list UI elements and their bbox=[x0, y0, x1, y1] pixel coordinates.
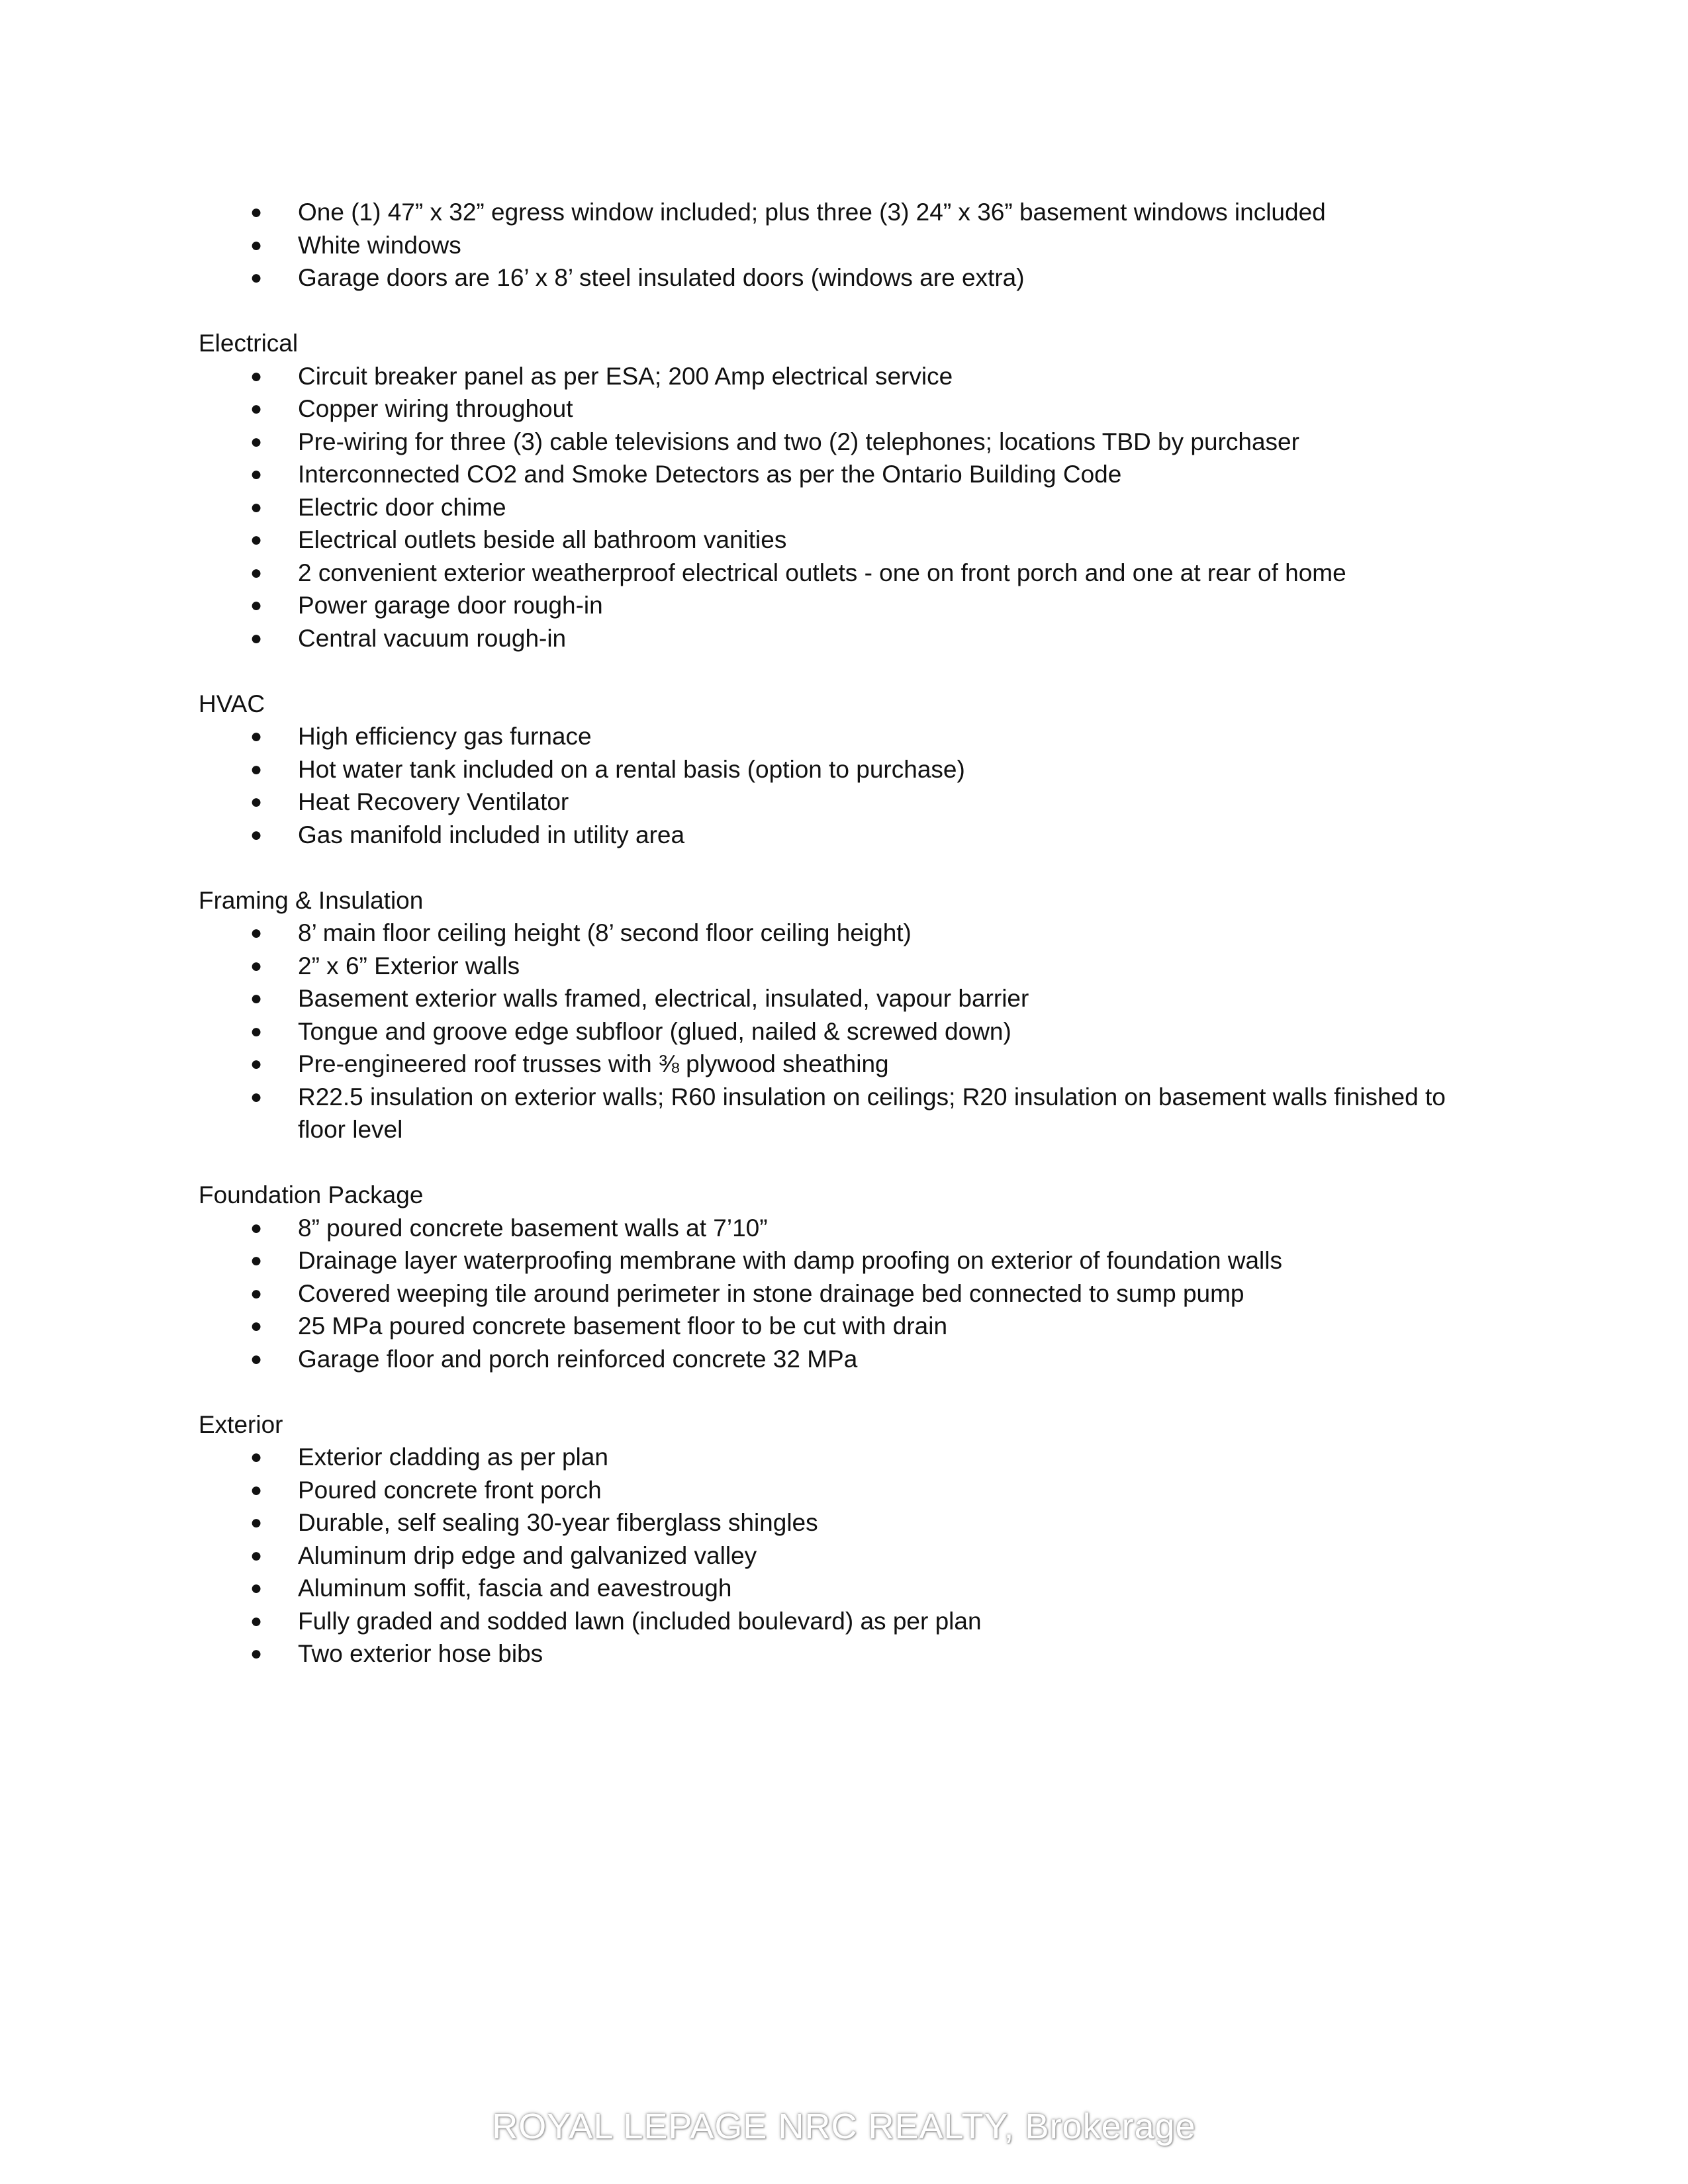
bullet-icon: ● bbox=[250, 1577, 263, 1599]
list-item-text: Poured concrete front porch bbox=[298, 1476, 602, 1504]
list-item bbox=[199, 819, 1496, 852]
list-item bbox=[199, 426, 1496, 459]
list-item-text: High efficiency gas furnace bbox=[298, 723, 592, 750]
bullet-icon: ● bbox=[250, 430, 263, 453]
list-item-text: White windows bbox=[298, 231, 461, 259]
bullet-icon: ● bbox=[250, 1053, 263, 1075]
bullet-icon: ● bbox=[250, 463, 263, 485]
list-item-text: 25 MPa poured concrete basement floor to be cut with drain bbox=[298, 1312, 948, 1340]
bullet-icon: ● bbox=[250, 1643, 263, 1664]
list-item bbox=[199, 557, 1496, 590]
list-item bbox=[199, 261, 1496, 295]
bullet-icon: ● bbox=[250, 627, 263, 649]
list-item bbox=[199, 1277, 1496, 1310]
bullet-icon: ● bbox=[250, 954, 263, 977]
bullet-icon: ● bbox=[250, 201, 263, 223]
list-item bbox=[199, 229, 1496, 262]
list-item-text: Tongue and groove edge subfloor (glued, nailed & screwed down) bbox=[298, 1017, 1011, 1045]
bullet-icon: ● bbox=[250, 267, 263, 289]
bullet-icon: ● bbox=[250, 758, 263, 780]
bullet-list bbox=[199, 1212, 1496, 1376]
bullet-icon: ● bbox=[250, 1250, 263, 1271]
list-item bbox=[199, 1637, 1496, 1670]
section-heading: Framing & Insulation bbox=[199, 886, 424, 914]
bullet-icon: ● bbox=[250, 1347, 263, 1370]
specifications-list bbox=[199, 196, 1496, 1703]
list-item bbox=[199, 1212, 1496, 1245]
bullet-icon: ● bbox=[250, 496, 263, 518]
list-item bbox=[199, 720, 1496, 753]
list-item bbox=[199, 360, 1496, 393]
list-item bbox=[199, 523, 1496, 557]
list-item bbox=[199, 589, 1496, 622]
list-item bbox=[199, 917, 1496, 950]
list-item-text: Electric door chime bbox=[298, 493, 506, 521]
section-heading: Exterior bbox=[199, 1410, 283, 1438]
list-item-text: R22.5 insulation on exterior walls; R60 insulation on ceilings; R20 insulation on basement walls finished to floor level bbox=[298, 1083, 1446, 1143]
bullet-icon: ● bbox=[250, 1085, 263, 1108]
list-item-text: 8’ main floor ceiling height (8’ second floor ceiling height) bbox=[298, 919, 912, 946]
list-item-text: 2 convenient exterior weatherproof electrical outlets - one on front porch and one at rear of home bbox=[298, 559, 1346, 586]
list-item bbox=[199, 950, 1496, 983]
list-item-text: Central vacuum rough-in bbox=[298, 624, 567, 652]
list-item-text: Aluminum drip edge and galvanized valley bbox=[298, 1541, 757, 1569]
bullet-icon: ● bbox=[250, 1446, 263, 1468]
list-item-text: Fully graded and sodded lawn (included boulevard) as per plan bbox=[298, 1607, 982, 1635]
list-item-text: 8” poured concrete basement walls at 7’10” bbox=[298, 1214, 768, 1242]
list-item bbox=[199, 1048, 1496, 1081]
list-item bbox=[199, 786, 1496, 819]
bullet-icon: ● bbox=[250, 365, 263, 387]
bullet-list bbox=[199, 917, 1496, 1146]
bullet-icon: ● bbox=[250, 1216, 263, 1239]
list-item-text: Power garage door rough-in bbox=[298, 592, 603, 619]
list-item-text: Hot water tank included on a rental basis (option to purchase) bbox=[298, 755, 965, 783]
list-item bbox=[199, 753, 1496, 786]
list-item-text: Durable, self sealing 30-year fiberglass shingles bbox=[298, 1509, 818, 1536]
list-item-text: Basement exterior walls framed, electrical, insulated, vapour barrier bbox=[298, 985, 1029, 1012]
list-item bbox=[199, 392, 1496, 426]
list-item-text: Drainage layer waterproofing membrane with damp proofing on exterior of foundation walls bbox=[298, 1247, 1282, 1274]
spec-section bbox=[199, 196, 1496, 295]
list-item bbox=[199, 1506, 1496, 1539]
bullet-icon: ● bbox=[250, 725, 263, 747]
list-item-text: Exterior cladding as per plan bbox=[298, 1443, 608, 1471]
spec-section bbox=[199, 884, 1496, 1146]
list-item-text: One (1) 47” x 32” egress window included; plus three (3) 24” x 36” basement windows included bbox=[298, 199, 1326, 226]
bullet-icon: ● bbox=[250, 791, 263, 813]
bullet-list bbox=[199, 196, 1496, 295]
list-item bbox=[199, 622, 1496, 655]
list-item bbox=[199, 1539, 1496, 1572]
bullet-icon: ● bbox=[250, 529, 263, 551]
list-item bbox=[199, 1015, 1496, 1048]
bullet-icon: ● bbox=[250, 1610, 263, 1632]
list-item bbox=[199, 1605, 1496, 1638]
spec-section bbox=[199, 1179, 1496, 1375]
section-heading: Foundation Package bbox=[199, 1181, 424, 1208]
list-item-text: Two exterior hose bibs bbox=[298, 1640, 543, 1667]
list-item-text: Copper wiring throughout bbox=[298, 395, 573, 422]
list-item bbox=[199, 458, 1496, 491]
brokerage-watermark: ROYAL LEPAGE NRC REALTY, Brokerage bbox=[492, 2107, 1196, 2146]
bullet-icon: ● bbox=[250, 1282, 263, 1304]
bullet-icon: ● bbox=[250, 1544, 263, 1567]
bullet-icon: ● bbox=[250, 561, 263, 584]
list-item bbox=[199, 1441, 1496, 1474]
list-item bbox=[199, 1081, 1496, 1146]
list-item bbox=[199, 1572, 1496, 1605]
bullet-icon: ● bbox=[250, 1020, 263, 1042]
bullet-icon: ● bbox=[250, 1479, 263, 1501]
section-heading: Electrical bbox=[199, 330, 299, 357]
bullet-icon: ● bbox=[250, 922, 263, 944]
list-item-text: Gas manifold included in utility area bbox=[298, 821, 685, 848]
bullet-list bbox=[199, 360, 1496, 655]
bullet-icon: ● bbox=[250, 398, 263, 420]
list-item bbox=[199, 196, 1496, 229]
list-item-text: Circuit breaker panel as per ESA; 200 Amp electrical service bbox=[298, 362, 953, 390]
list-item-text: Garage floor and porch reinforced concrete 32 MPa bbox=[298, 1345, 858, 1373]
list-item-text: 2” x 6” Exterior walls bbox=[298, 952, 520, 979]
list-item bbox=[199, 491, 1496, 524]
list-item-text: Interconnected CO2 and Smoke Detectors as per the Ontario Building Code bbox=[298, 461, 1122, 488]
list-item bbox=[199, 1474, 1496, 1507]
list-item-text: Covered weeping tile around perimeter in stone drainage bed connected to sump pump bbox=[298, 1279, 1244, 1307]
list-item-text: Pre-engineered roof trusses with ⅜ plywood sheathing bbox=[298, 1050, 889, 1077]
list-item bbox=[199, 1244, 1496, 1277]
bullet-icon: ● bbox=[250, 594, 263, 616]
bullet-icon: ● bbox=[250, 987, 263, 1009]
list-item-text: Heat Recovery Ventilator bbox=[298, 788, 569, 815]
spec-section bbox=[199, 327, 1496, 655]
bullet-list bbox=[199, 720, 1496, 851]
list-item-text: Aluminum soffit, fascia and eavestrough bbox=[298, 1574, 732, 1602]
list-item bbox=[199, 1310, 1496, 1343]
list-item-text: Pre-wiring for three (3) cable televisions and two (2) telephones; locations TBD by purchaser bbox=[298, 428, 1299, 455]
bullet-list bbox=[199, 1441, 1496, 1670]
bullet-icon: ● bbox=[250, 1512, 263, 1533]
list-item bbox=[199, 982, 1496, 1015]
list-item bbox=[199, 1343, 1496, 1376]
list-item-text: Garage doors are 16’ x 8’ steel insulated doors (windows are extra) bbox=[298, 264, 1025, 291]
section-heading: HVAC bbox=[199, 690, 265, 717]
spec-section bbox=[199, 688, 1496, 852]
bullet-icon: ● bbox=[250, 1315, 263, 1337]
bullet-icon: ● bbox=[250, 823, 263, 846]
list-item-text: Electrical outlets beside all bathroom vanities bbox=[298, 526, 787, 553]
spec-section bbox=[199, 1408, 1496, 1670]
bullet-icon: ● bbox=[250, 234, 263, 256]
